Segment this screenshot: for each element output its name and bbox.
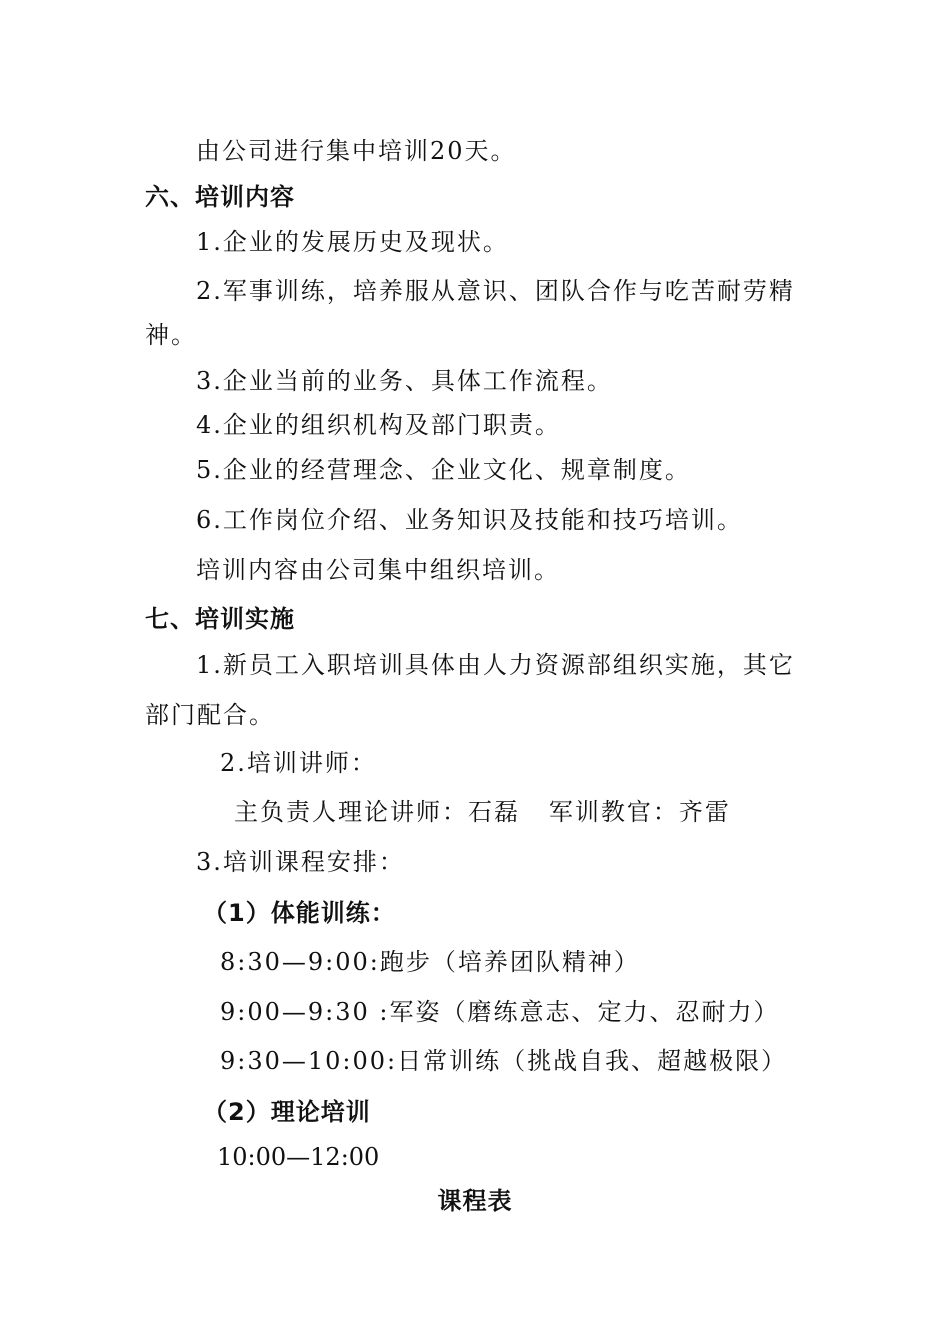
section-6-item-5: 5.企业的经营理念、企业文化、规章制度。 xyxy=(196,456,691,484)
course-table-title: 课程表 xyxy=(437,1187,513,1215)
section-6-item-2-cont: 神。 xyxy=(145,321,197,349)
section-6-item-4: 4.企业的组织机构及部门职责。 xyxy=(196,411,561,439)
section-6-heading: 六、培训内容 xyxy=(145,183,295,211)
section-6-closing: 培训内容由公司集中组织培训。 xyxy=(196,556,560,584)
physical-training-heading: （1）体能训练： xyxy=(203,899,396,927)
section-6-item-3: 3.企业当前的业务、具体工作流程。 xyxy=(196,367,613,395)
section-7-item-3: 3.培训课程安排： xyxy=(196,848,405,876)
section-6-item-6: 6.工作岗位介绍、业务知识及技能和技巧培训。 xyxy=(196,506,743,534)
schedule-item-1: 8:30—9:00:跑步（培养团队精神） xyxy=(220,948,640,976)
intro-tail-text: 由公司进行集中培训20天。 xyxy=(196,137,517,165)
section-7-item-2: 2.培训讲师： xyxy=(220,749,377,777)
theory-training-time: 10:00—12:00 xyxy=(217,1143,380,1171)
schedule-item-3: 9:30—10:00:日常训练（挑战自我、超越极限） xyxy=(220,1047,788,1075)
section-6-item-1: 1.企业的发展历史及现状。 xyxy=(196,228,509,256)
section-7-item-1-line-1: 1.新员工入职培训具体由人力资源部组织实施，其它 xyxy=(196,651,795,679)
section-6-item-2: 2.军事训练，培养服从意识、团队合作与吃苦耐劳精 xyxy=(196,277,795,305)
instructors-text: 主负责人理论讲师：石磊 军训教官：齐雷 xyxy=(234,798,731,826)
theory-training-heading: （2）理论培训 xyxy=(203,1098,371,1126)
section-7-heading: 七、培训实施 xyxy=(145,605,295,633)
section-7-item-1-line-2: 部门配合。 xyxy=(145,701,275,729)
schedule-item-2: 9:00—9:30 :军姿（磨练意志、定力、忍耐力） xyxy=(220,998,780,1026)
